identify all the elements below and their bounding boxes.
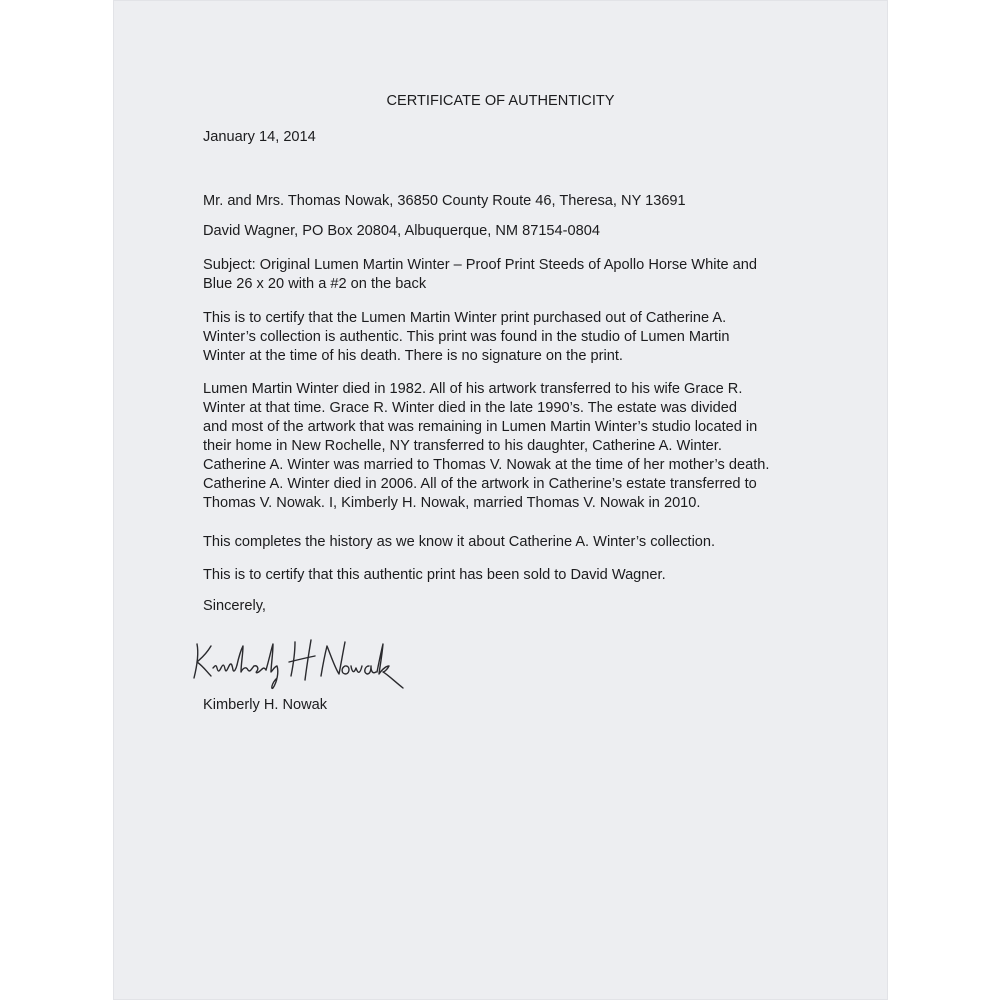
paragraph-4: This is to certify that this authentic print has been sold to David Wagner. bbox=[203, 567, 666, 583]
paragraph-2-line: and most of the artwork that was remaining in Lumen Martin Winter’s studio located in bbox=[203, 419, 758, 435]
buyer-address: David Wagner, PO Box 20804, Albuquerque, NM 87154-0804 bbox=[203, 223, 600, 239]
paragraph-3: This completes the history as we know it about Catherine A. Winter’s collection. bbox=[203, 534, 716, 550]
paragraph-1-line: Winter at the time of his death. There is no signature on the print. bbox=[203, 348, 623, 364]
paragraph-2-line: Thomas V. Nowak. I, Kimberly H. Nowak, married Thomas V. Nowak in 2010. bbox=[203, 495, 701, 511]
closing: Sincerely, bbox=[203, 598, 266, 614]
paragraph-2-line: Winter at that time. Grace R. Winter died in the late 1990’s. The estate was divided bbox=[203, 400, 738, 416]
paragraph-2-line: Catherine A. Winter was married to Thomas V. Nowak at the time of her mother’s death. bbox=[203, 457, 770, 473]
paragraph-2-line: Catherine A. Winter died in 2006. All of the artwork in Catherine’s estate transferred to bbox=[203, 476, 757, 492]
paragraph-1-line: This is to certify that the Lumen Martin Winter print purchased out of Catherine A. bbox=[203, 310, 727, 326]
recipient-address: Mr. and Mrs. Thomas Nowak, 36850 County Route 46, Theresa, NY 13691 bbox=[203, 193, 686, 209]
subject-line-1: Subject: Original Lumen Martin Winter – Proof Print Steeds of Apollo Horse White and bbox=[203, 257, 758, 273]
certificate-page bbox=[113, 0, 888, 1000]
subject-line-2: Blue 26 x 20 with a #2 on the back bbox=[203, 276, 427, 292]
paragraph-2-line: their home in New Rochelle, NY transferred to his daughter, Catherine A. Winter. bbox=[203, 438, 722, 454]
paragraph-2-line: Lumen Martin Winter died in 1982. All of his artwork transferred to his wife Grace R. bbox=[203, 381, 743, 397]
document-date: January 14, 2014 bbox=[203, 129, 316, 145]
handwritten-signature bbox=[191, 632, 421, 694]
signer-name: Kimberly H. Nowak bbox=[203, 697, 328, 713]
document-title: CERTIFICATE OF AUTHENTICITY bbox=[386, 93, 615, 109]
paragraph-1-line: Winter’s collection is authentic. This print was found in the studio of Lumen Martin bbox=[203, 329, 730, 345]
